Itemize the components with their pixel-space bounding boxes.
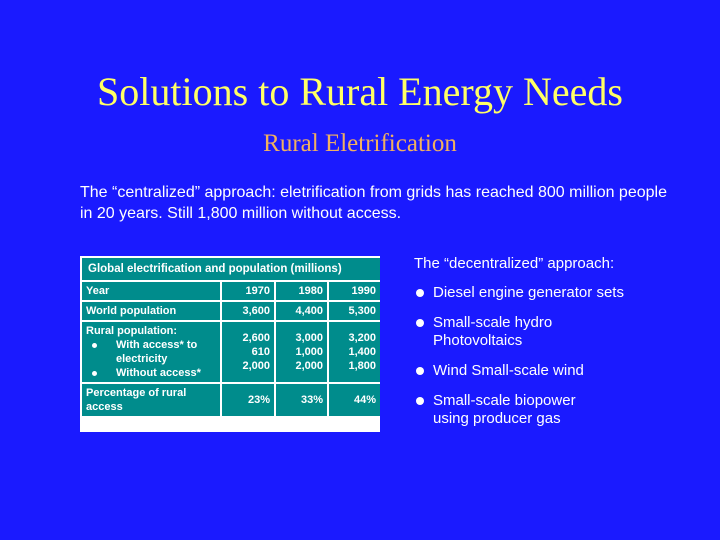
list-item (414, 392, 714, 428)
table-row (81, 321, 380, 383)
list-item (414, 314, 714, 350)
row-label-rural (81, 321, 221, 383)
rural-without: 2,000 (295, 360, 323, 372)
percent-cell: 33% (275, 383, 328, 417)
rural-sub-label: With access* to electricity (116, 339, 198, 365)
rural-with: 610 (251, 346, 270, 358)
decentralized-heading: The “decentralized” approach: (414, 255, 615, 272)
rural-with: 1,000 (295, 346, 323, 358)
row-label-world: World population (81, 301, 221, 321)
rural-cell (328, 321, 380, 383)
world-cell: 5,300 (328, 301, 380, 321)
list-item-label: Small-scale biopower using producer gas (433, 392, 576, 427)
intro-text: The “centralized” approach: eletrification from grids has reached 800 million people in 20 years. Still 1,800 million without access. (80, 184, 667, 222)
world-cell: 4,400 (275, 301, 328, 321)
table-caption: Global electrification and population (millions) (81, 257, 380, 281)
table-row (81, 281, 380, 301)
rural-sub-item (86, 338, 216, 366)
row-label-year: Year (81, 281, 221, 301)
bullet-dot-icon (416, 397, 424, 405)
rural-without: 2,000 (242, 360, 270, 372)
rural-total: 2,600 (242, 332, 270, 344)
table-row (81, 383, 380, 417)
decentralized-list (414, 284, 714, 440)
bullet-dot-icon (92, 371, 97, 376)
bullet-dot-icon (416, 367, 424, 375)
year-cell: 1990 (328, 281, 380, 301)
list-item (414, 362, 714, 380)
rural-with: 1,400 (348, 346, 377, 358)
percent-cell: 44% (328, 383, 380, 417)
year-cell: 1980 (275, 281, 328, 301)
slide-title: Solutions to Rural Energy Needs (97, 69, 623, 114)
world-cell: 3,600 (221, 301, 275, 321)
year-cell: 1970 (221, 281, 275, 301)
rural-cell (275, 321, 328, 383)
bullet-dot-icon (92, 343, 97, 348)
table-caption-row (81, 257, 380, 281)
rural-label: Rural population: (86, 325, 178, 337)
rural-total: 3,200 (348, 332, 377, 344)
table-row (81, 301, 380, 321)
list-item (414, 284, 714, 302)
row-label-percent: Percentage of rural access (81, 383, 221, 417)
rural-cell (221, 321, 275, 383)
bullet-dot-icon (416, 289, 424, 297)
rural-total: 3,000 (295, 332, 323, 344)
slide-subtitle: Rural Eletrification (263, 130, 457, 157)
rural-without: 1,800 (348, 360, 377, 372)
electrification-table (80, 256, 380, 432)
rural-sub-item (86, 366, 216, 380)
percent-cell: 23% (221, 383, 275, 417)
list-item-label: Diesel engine generator sets (433, 284, 624, 301)
bullet-dot-icon (416, 319, 424, 327)
list-item-label: Small-scale hydro Photovoltaics (433, 314, 553, 349)
list-item-label: Wind Small-scale wind (433, 362, 584, 379)
rural-sub-label: Without access* (116, 367, 201, 379)
